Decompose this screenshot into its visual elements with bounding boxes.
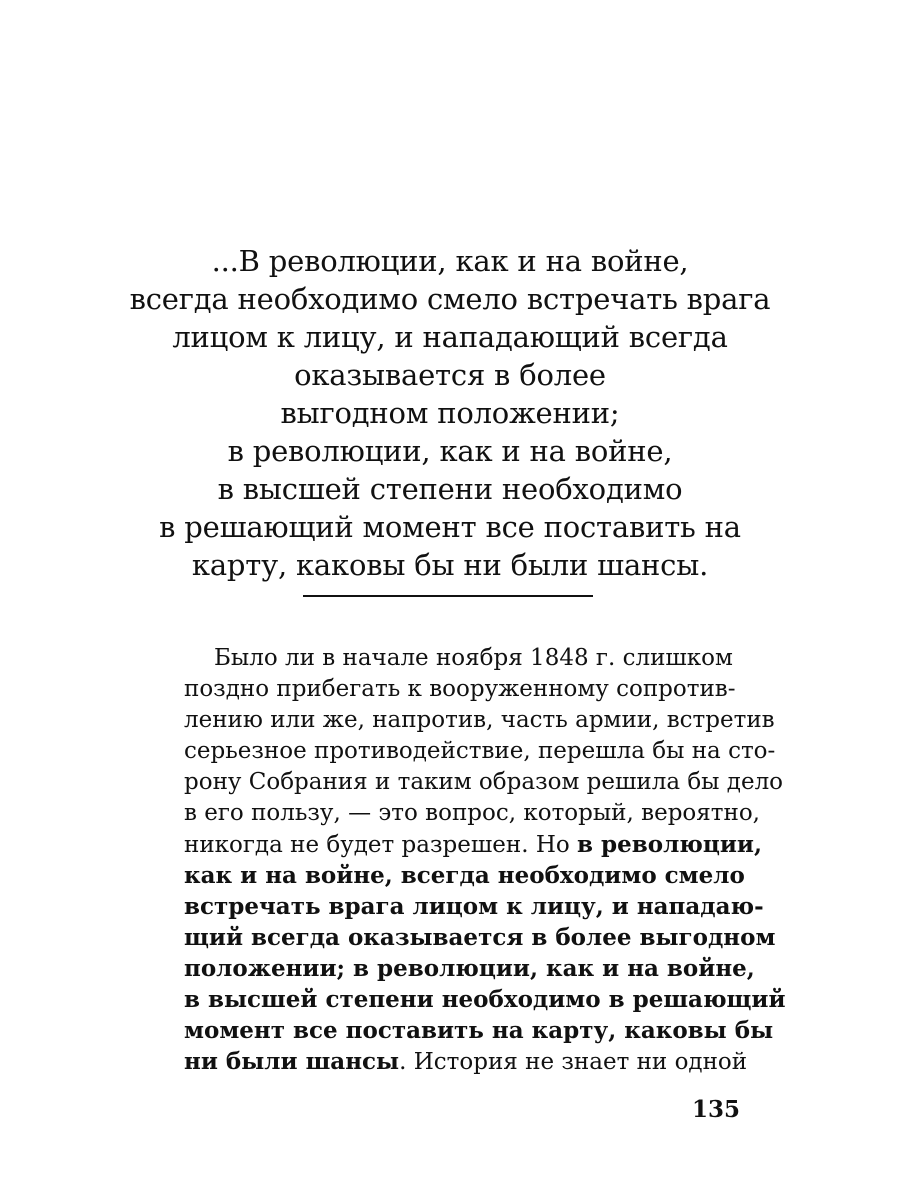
body-text-bold: ни были шансы <box>184 1048 400 1075</box>
body-line: серьезное противодействие, перешла бы на сто- <box>184 738 776 764</box>
body-line: рону Собрания и таким образом решила бы дело <box>184 769 784 795</box>
epigraph-quote <box>0 242 900 584</box>
body-line <box>184 829 762 860</box>
epigraph-line: в революции, как и на войне, <box>227 434 673 468</box>
epigraph-line: оказывается в более <box>294 358 606 392</box>
epigraph-line: в решающий момент все поставить на <box>159 510 741 544</box>
body-line: в его пользу, — это вопрос, который, вероятно, <box>184 800 760 826</box>
epigraph-divider <box>303 595 593 597</box>
body-line <box>184 1046 748 1077</box>
body-text-normal: никогда не будет разрешен. Но <box>184 832 578 858</box>
epigraph-line: выгодном положении; <box>280 396 620 430</box>
epigraph-line: в высшей степени необходимо <box>217 472 683 506</box>
body-text-normal: . История не знает ни одной <box>399 1049 748 1075</box>
body-line-bold: как и на войне, всегда необходимо смело <box>184 862 745 889</box>
body-line-bold: щий всегда оказывается в более выгодном <box>184 924 776 951</box>
page-number: 135 <box>691 1096 740 1123</box>
epigraph-line: карту, каковы бы ни были шансы. <box>191 548 709 582</box>
epigraph-line: лицом к лицу, и нападающий всегда <box>172 320 728 354</box>
body-line-bold: встречать врага лицом к лицу, и нападаю- <box>184 893 764 920</box>
body-line: поздно прибегать к вооруженному сопротив- <box>184 676 736 702</box>
body-line-bold: в высшей степени необходимо в решающий <box>184 986 786 1013</box>
epigraph-line: всегда необходимо смело встречать врага <box>129 282 771 316</box>
body-line-bold: момент все поставить на карту, каковы бы <box>184 1017 774 1044</box>
body-line-bold: положении; в революции, как и на войне, <box>184 955 755 982</box>
body-line: Было ли в начале ноября 1848 г. слишком <box>214 645 733 671</box>
body-paragraph <box>184 643 786 1077</box>
epigraph-line: ...В революции, как и на войне, <box>211 244 689 278</box>
body-line: лению или же, напротив, часть армии, встретив <box>184 707 775 733</box>
body-text-bold: в революции, <box>577 831 762 858</box>
